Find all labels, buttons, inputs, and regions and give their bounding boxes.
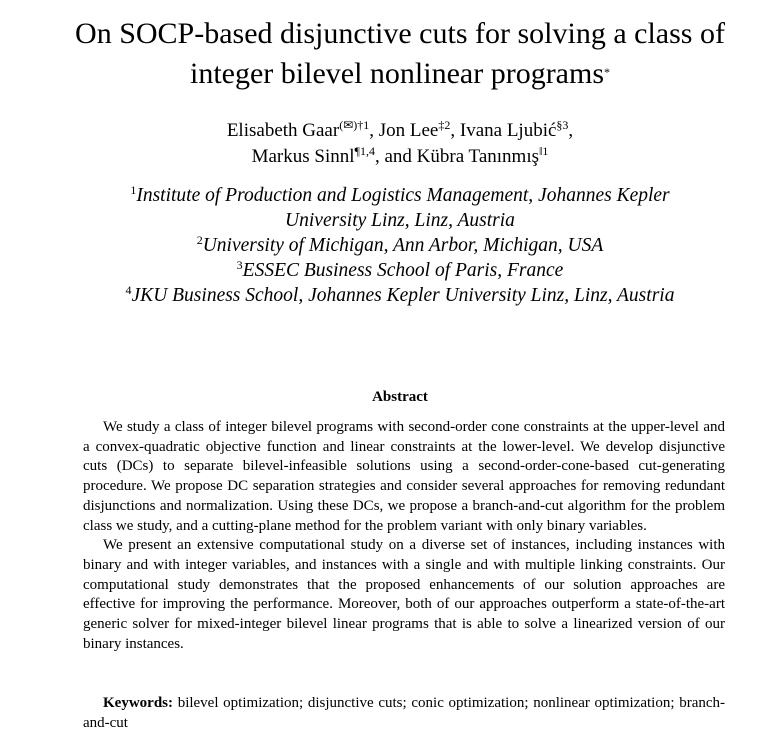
affiliation-1-line-2: University Linz, Linz, Austria (285, 210, 515, 231)
author-name: Ivana Ljubić (459, 120, 557, 141)
abstract-body (83, 418, 725, 654)
affiliation-4 (0, 283, 770, 308)
keywords (83, 693, 725, 733)
author-marks: ‖1 (539, 144, 549, 158)
author-line-2 (0, 144, 770, 170)
title-line-1: On SOCP-based disjunctive cuts for solving a class of (75, 17, 725, 50)
affiliation-number: 4 (125, 283, 132, 297)
affiliation-3 (0, 258, 770, 283)
keywords-label: Keywords: (103, 695, 173, 711)
author-separator: , (369, 120, 379, 141)
abstract-paragraph: We study a class of integer bilevel programs with second-order cone constraints at the upper-level and a convex-quadratic objective function and linear constraints at the lower-level. We develop disjunctive cuts (DCs) to separate bilevel-infeasible solutions using a second-order-cone-based cut-generating procedure. We propose DC separation strategies and consider several approaches for removing redundant disjunctions and normalization. Using these DCs, we propose a branch-and-cut algorithm for the problem class we study, and a cutting-plane method for the problem variant with only binary variables. (83, 419, 725, 534)
affiliation-2 (0, 233, 770, 258)
affiliation-number: 2 (196, 233, 203, 247)
author-marks: §3 (556, 118, 569, 132)
author-name: Markus Sinnl (251, 146, 355, 167)
author-marks: (✉)†1 (339, 118, 370, 132)
keywords-text: bilevel optimization; disjunctive cuts; conic optimization; nonlinear optimization; branch-and-cut (83, 695, 726, 731)
title-line-2-text: integer bilevel nonlinear programs (189, 57, 605, 90)
affiliation-1-line-1 (0, 183, 770, 208)
author-separator: , (568, 120, 574, 141)
affiliation-text: Institute of Production and Logistics Management, Johannes Kepler (136, 185, 670, 206)
title-line-2 (0, 54, 770, 94)
abstract-heading: Abstract (372, 389, 428, 405)
paper-title (0, 14, 770, 94)
title-footnote-mark: * (604, 65, 611, 79)
author-line-1 (0, 118, 770, 144)
author-separator: , (450, 120, 460, 141)
affiliation-text: ESSEC Business School of Paris, France (242, 260, 564, 281)
affiliation-list (0, 183, 770, 308)
affiliation-text: JKU Business School, Johannes Kepler University Linz, Linz, Austria (131, 285, 675, 306)
author-list (0, 118, 770, 170)
author-name: Elisabeth Gaar (226, 120, 340, 141)
affiliation-text: University of Michigan, Ann Arbor, Michigan, USA (202, 235, 604, 256)
author-separator: , and (374, 146, 417, 167)
abstract-paragraph: We present an extensive computational study on a diverse set of instances, including instances with binary and with integer variables, and instances with a single and with multiple linking constraints. Our computational study demonstrates that the proposed enhancements of our solution approaches are effective for improving the performance. Moreover, both of our approaches outperform a state-of-the-art generic solver for mixed-integer bilevel linear programs that is able to solve a linearized version of our binary instances. (83, 537, 725, 652)
author-name: Kübra Tanınmış (416, 146, 540, 167)
author-marks: ‡2 (438, 118, 451, 132)
author-marks: ¶1,4 (354, 144, 375, 158)
author-name: Jon Lee (378, 120, 439, 141)
affiliation-number: 1 (130, 183, 137, 197)
affiliation-number: 3 (236, 258, 243, 272)
